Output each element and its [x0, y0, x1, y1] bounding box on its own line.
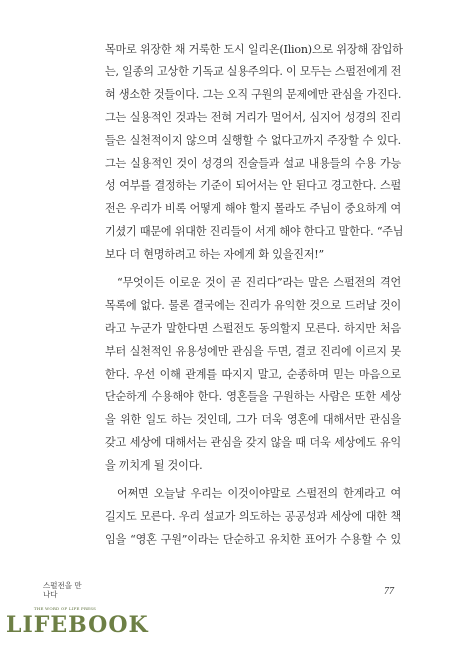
running-title: 스펄전을 만나다 — [43, 581, 82, 599]
text-line: 임을 “영혼 구원”이라는 단순하고 유치한 표어가 수용할 수 있 — [105, 533, 401, 546]
text-line: 목록에 없다. 물론 결국에는 진리가 유익한 것으로 드러날 것이 — [105, 299, 401, 312]
text-line: 라고 누군가 말한다면 스펄전도 동의할지 모른다. 하지만 처음 — [105, 322, 401, 335]
text-line: 성 여부를 결정하는 기준이 되어서는 안 된다고 경고한다. 스펄 — [105, 179, 401, 192]
text-line: 전은 우리가 비록 어떻게 해야 할지 몰라도 주님이 중요하게 여 — [105, 202, 401, 215]
text-line: 혀 생소한 것들이다. 그는 오직 구원의 문제에만 관심을 가진다. — [105, 88, 402, 101]
text-line: 는, 일종의 고상한 기독교 실용주의다. 이 모두는 스펄전에게 전 — [105, 65, 402, 78]
text-line: 을 위한 일도 하는 것인데, 그가 더욱 영혼에 대해서만 관심을 — [105, 413, 401, 426]
text-line: 기셨기 때문에 위대한 진리들이 서게 해야 한다고 말한다. “주님 — [105, 225, 404, 238]
text-line: 갖고 세상에 대해서는 관심을 갖지 않을 때 더욱 세상에도 유익 — [105, 436, 401, 449]
text-line: 목마로 위장한 채 거룩한 도시 일리온(Ilion)으로 위장해 잠입하 — [105, 43, 403, 56]
text-line: 길지도 모른다. 우리 설교가 의도하는 공공성과 세상에 대한 책 — [105, 510, 401, 523]
text-line: 단순하게 수용해야 한다. 영혼들을 구원하는 사람은 또한 세상 — [105, 390, 401, 403]
text-line: 을 끼치게 될 것이다. — [105, 459, 203, 472]
text-line: 그는 실용적인 것과는 전혀 거리가 멀어서, 심지어 성경의 진리 — [105, 111, 401, 124]
page-number: 77 — [384, 586, 394, 597]
text-line: 부터 실천적인 유용성에만 관심을 두면, 결코 진리에 이르지 못 — [105, 345, 401, 358]
text-line: 들은 실천적이지 않으며 실행할 수 없다고까지 주장할 수 있다. — [105, 134, 401, 147]
lifebook-logo — [0, 606, 149, 650]
text-line: “무엇이든 이로운 것이 곧 진리다”라는 말은 스펄전의 격언 — [117, 276, 401, 289]
text-line: 보다 더 현명하려고 하는 자에게 화 있을진저!” — [105, 248, 324, 261]
text-line: 그는 실용적인 것이 성경의 진술들과 설교 내용들의 수용 가능 — [105, 157, 401, 170]
logo-tagline: THE WORD OF LIFE PRESS — [33, 606, 97, 611]
text-line: 한다. 우선 이해 관계를 따지지 말고, 순종하며 믿는 마음으로 — [105, 368, 401, 381]
text-line: 어쩌면 오늘날 우리는 이것이야말로 스펄전의 한계라고 여 — [117, 487, 401, 500]
logo-wordmark: LIFEBOOK — [6, 612, 149, 638]
